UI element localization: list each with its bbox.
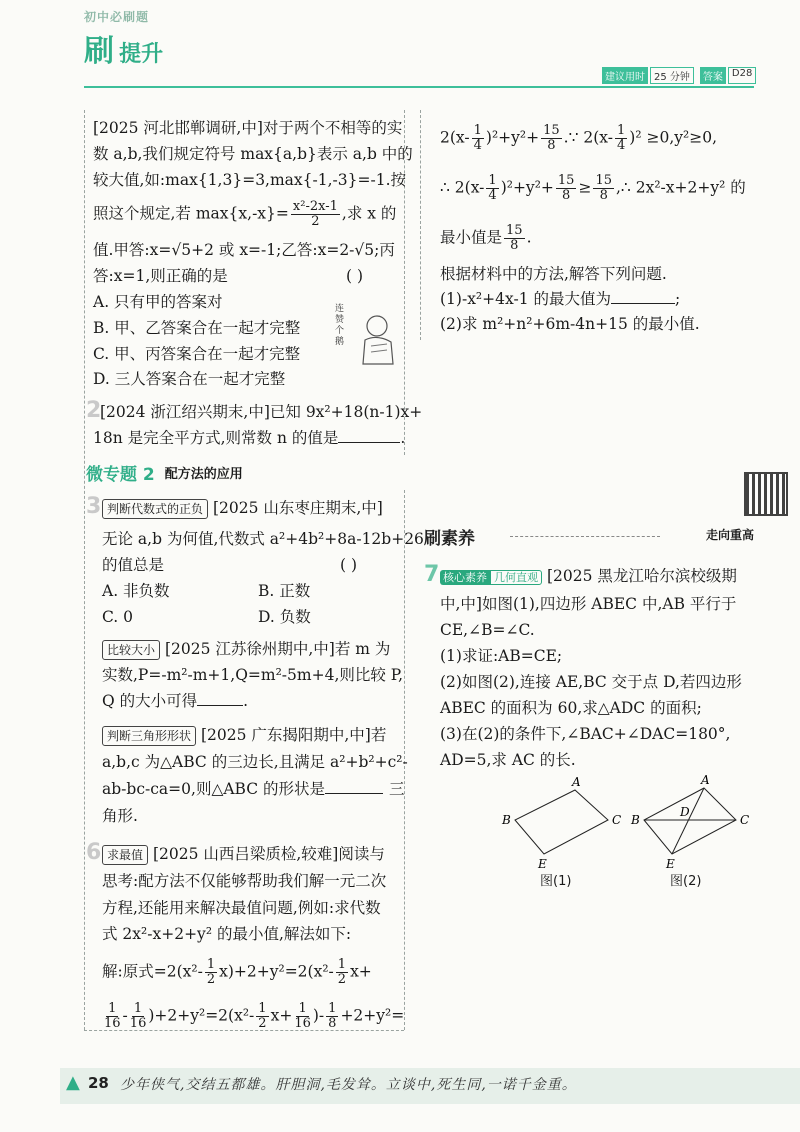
fig2-label-c: C: [740, 813, 750, 827]
q3-tag: 判断代数式的正负: [102, 499, 208, 519]
q6-line-4: 式 2x²-x+2+y² 的最小值,解法如下:: [102, 925, 352, 943]
fig2-label-e: E: [666, 857, 675, 871]
frac-num: 15: [506, 223, 523, 238]
brush-banner: [424, 524, 754, 549]
q6-tag: 求最值: [102, 845, 148, 865]
q4-line-1-text: [2025 江苏徐州期中,中]若 m 为: [164, 640, 391, 658]
frac-den: 4: [488, 188, 497, 203]
frac-den: 8: [328, 1016, 337, 1031]
frac-num: 1: [298, 1001, 307, 1016]
r-line-3: [440, 224, 532, 253]
frac-den: 8: [599, 188, 608, 203]
q6-s2-frac-5: [326, 1002, 338, 1031]
answer-label: 答案: [700, 67, 726, 84]
q6-s2-frac-4: [294, 1002, 311, 1031]
q5-blank[interactable]: [325, 779, 383, 794]
r-line-2: [440, 174, 746, 203]
q6-s1-frac-2: [336, 958, 348, 987]
q6-s1-b: x)+2+y²=2(x²-: [219, 962, 334, 981]
frac-num: 1: [258, 1001, 267, 1016]
frac-den: 16: [294, 1016, 311, 1031]
q1-option-c: C. 甲、丙答案合在一起才完整: [93, 345, 301, 363]
q5-line-4: 角形.: [102, 807, 138, 825]
r3-a: 最小值是: [440, 228, 503, 247]
fig1-quad: [515, 790, 608, 854]
q1-frac-num: x²-2x-1: [292, 199, 338, 214]
q1-line-6: 答:x=1,则正确的是: [93, 267, 228, 285]
q1-option-b: B. 甲、乙答案合在一起才完整: [93, 319, 301, 337]
q6-s2-frac-1: [104, 1002, 121, 1031]
frac-num: 1: [133, 1001, 143, 1016]
goose-icon: [335, 300, 405, 370]
time-label: 建议用时: [602, 67, 648, 84]
brush-rule: [510, 536, 660, 537]
r-line-5: [440, 287, 680, 311]
r2-b: )²+y²+: [500, 178, 554, 197]
logo: [84, 26, 163, 70]
frac-num: 15: [543, 123, 560, 138]
fig2-caption: 图(2): [670, 874, 702, 889]
sticker-text: 连赞个鹅: [335, 304, 345, 347]
q3-option-d: D. 负数: [258, 608, 311, 626]
fig2-label-d: D: [680, 805, 690, 819]
time-badge: [602, 67, 756, 84]
q7-line-3: CE,∠B=∠C.: [440, 621, 535, 639]
q2-line-2: [93, 426, 405, 450]
frac-num: 15: [557, 173, 575, 188]
q5-line-3-text: ab-bc-ca=0,则△ABC 的形状是: [102, 780, 326, 798]
q1-answer-paren: ( ): [346, 267, 364, 285]
q1-fraction: [291, 200, 340, 229]
frac-den: 8: [510, 238, 519, 253]
brush-title: 刷素养: [424, 529, 475, 549]
r1-frac-1: [472, 124, 484, 153]
fig2-quad: [644, 788, 736, 854]
logo-char: 刷: [84, 34, 114, 69]
fig1-label-c: C: [612, 813, 622, 827]
q5-line-3-end: 三: [389, 780, 405, 798]
q6-s2-b: x+: [270, 1006, 293, 1025]
r-line-1: [440, 124, 717, 153]
frac-den: 2: [258, 1016, 267, 1031]
r5-blank[interactable]: [611, 289, 675, 304]
frac-num: 1: [206, 957, 216, 972]
q4-line-3-text: Q 的大小可得: [102, 692, 198, 710]
q5-tag: 判断三角形形状: [102, 726, 196, 746]
fig2-label-b: B: [631, 813, 640, 827]
q1-line-2: 数 a,b,我们规定符号 max{a,b}表示 a,b 中的: [93, 145, 413, 163]
q7-tag-geo: 几何直观: [490, 570, 542, 585]
q6-solve-line-2: $\frac{1}{16}$ - $\frac{1}{16}$ )+2+y²=2(x²- $\frac{1}{2}$ x+ $\frac{1}{16}$ )- $\frac{1}{8}$ +2+y²=: [104, 1001, 405, 1031]
fig2-label-a: A: [701, 773, 710, 787]
q7-line-7: (3)在(2)的条件下,∠BAC+∠DAC=180°,: [440, 725, 731, 743]
q1-line-4-a: 照这个规定,若 max{x,-x}=: [93, 204, 289, 223]
frac-den: 8: [562, 188, 571, 203]
q6-solve-line-1: [102, 958, 372, 987]
q4-blank[interactable]: [197, 691, 243, 706]
r5-text: (1)-x²+4x-1 的最大值为: [440, 290, 611, 308]
q3-option-c: C. 0: [102, 608, 134, 626]
q7-line-2: 中,中]如图(1),四边形 ABEC 中,AB 平行于: [440, 595, 737, 613]
q1-option-a: A. 只有甲的答案对: [93, 293, 223, 311]
q1-frac-den: 2: [311, 214, 320, 229]
r1-d: )² ≥0,y²≥0,: [629, 128, 718, 147]
fig1-label-e: E: [538, 857, 547, 871]
q7-line-5: (2)如图(2),连接 AE,BC 交于点 D,若四边形: [440, 673, 742, 691]
q7-line-8: AD=5,求 AC 的长.: [440, 751, 576, 769]
frac-den: 4: [473, 138, 482, 153]
r1-a: 2(x-: [440, 128, 470, 147]
r1-c: .∵ 2(x-: [563, 128, 614, 147]
r2-a: ∴ 2(x-: [440, 178, 485, 197]
r1-frac-3: [615, 124, 627, 153]
footer-logo-icon: ▲: [66, 1072, 80, 1093]
q2-line-2-end: .: [400, 429, 406, 447]
q4-line-1: [102, 637, 390, 661]
q6-s2-frac-2: [130, 1002, 147, 1031]
q7-line-1-text: [2025 黑龙江哈尔滨校级期: [546, 567, 737, 585]
q7-line-1: [440, 564, 737, 590]
q2-number: 2: [86, 398, 102, 423]
q6-line-3: 方程,还能用来解决最值问题,例如:求代数: [102, 899, 381, 917]
r5-end: ;: [675, 290, 681, 308]
q6-line-2: 思考:配方法不仅能够帮助我们解一元二次: [102, 872, 387, 890]
frac-den: 16: [104, 1016, 121, 1031]
q3-number: 3: [86, 494, 102, 519]
section-subtitle: 配方法的应用: [164, 467, 243, 482]
q6-s2-frac-3: [256, 1002, 268, 1031]
q1-option-d: D. 三人答案合在一起才完整: [93, 370, 286, 388]
brush-right: 走向重高: [705, 528, 754, 542]
r2-frac-2: [556, 174, 577, 203]
q4-line-3-end: .: [243, 692, 249, 710]
q5-line-2: a,b,c 为△ABC 的三边长,且满足 a²+b²+c²-: [102, 753, 408, 771]
answer-page: D28: [728, 67, 756, 84]
q4-line-3: [102, 689, 248, 713]
r3-b: .: [526, 228, 532, 247]
q3-line-3: 的值总是: [102, 556, 165, 574]
q5-line-1-text: [2025 广东揭阳期中,中]若: [200, 726, 387, 744]
frac-num: 1: [337, 957, 347, 972]
frac-den: 2: [337, 972, 347, 987]
q4-tag: 比较大小: [102, 640, 160, 660]
frac-num: 1: [328, 1001, 337, 1016]
frac-den: 16: [129, 1016, 147, 1031]
goose-sticker: [335, 300, 405, 370]
frac-num: 1: [473, 123, 482, 138]
series-label: 初中必刷题: [84, 10, 150, 24]
r3-frac: [504, 224, 525, 253]
r2-d: ,∴ 2x²-x+2+y² 的: [616, 178, 746, 197]
footer-motto: 少年侠气,交结五都雄。肝胆洞,毛发耸。立谈中,死生同,一诺千金重。: [120, 1077, 577, 1093]
q5-line-1: [102, 723, 386, 747]
figure-1: [500, 772, 640, 871]
q3-line-2: 无论 a,b 为何值,代数式 a²+4b²+8a-12b+26: [102, 530, 424, 548]
q7-tag-core: 核心素养: [440, 570, 490, 585]
frac-num: 1: [488, 173, 497, 188]
q5-line-3: [102, 777, 405, 801]
q3-line-1: [102, 496, 383, 520]
r2-c: ≥: [578, 178, 592, 197]
q6-line-1-text: [2025 山西吕梁质检,较难]阅读与: [152, 845, 385, 863]
section-title: 微专题 2: [86, 465, 155, 485]
q7-line-6: ABEC 的面积为 60,求△ADC 的面积;: [440, 699, 702, 717]
frac-num: 1: [617, 123, 626, 138]
q1-line-5: 值.甲答:x=√5+2 或 x=-1;乙答:x=2-√5;丙: [93, 241, 395, 259]
q6-s1-a: 解:原式=2(x²-: [102, 962, 203, 981]
q6-line-1: [102, 842, 385, 866]
r2-frac-3: [593, 174, 614, 203]
q1-line-4: [93, 200, 396, 229]
q6-s2-d: +2+y²=: [340, 1006, 405, 1025]
q2-line-2-text: 18n 是完全平方式,则常数 n 的值是: [93, 429, 339, 447]
q3-option-a: A. 非负数: [102, 582, 170, 600]
time-value: 25 分钟: [650, 67, 694, 84]
left-column-guide: [84, 110, 85, 1030]
section-header: [86, 460, 243, 485]
frac-den: 2: [206, 972, 216, 987]
r-line-4: 根据材料中的方法,解答下列问题.: [440, 265, 667, 283]
fig1-label-a: A: [572, 775, 581, 789]
r-line-6: (2)求 m²+n²+6m-4n+15 的最小值.: [440, 315, 700, 333]
r1-frac-2: [541, 124, 562, 153]
frac-den: 8: [547, 138, 556, 153]
q6-s2-c: )-: [312, 1006, 325, 1025]
q6-s1-frac-1: [205, 958, 217, 987]
q1-line-4-b: ,求 x 的: [341, 204, 397, 223]
q1-line-3: 较大值,如:max{1,3}=3,max{-1,-3}=-1.按: [93, 171, 407, 189]
page-number: 28: [88, 1074, 109, 1092]
q6-s2-a: )+2+y²=2(x²-: [148, 1006, 255, 1025]
q4-line-2: 实数,P=-m²-m+1,Q=m²-5m+4,则比较 P,: [102, 666, 404, 684]
q7-line-4: (1)求证:AB=CE;: [440, 647, 563, 665]
fig1-label-b: B: [502, 813, 511, 827]
r2-frac-1: [486, 174, 498, 203]
q3-line-1-text: [2025 山东枣庄期末,中]: [212, 499, 383, 517]
q3-answer-paren: ( ): [340, 556, 358, 574]
q3-option-b: B. 正数: [258, 582, 311, 600]
r1-b: )²+y²+: [485, 128, 540, 147]
figure-2: [628, 772, 758, 871]
right-col-guide: [420, 110, 421, 340]
q6-number: 6: [86, 840, 102, 865]
fig1-caption: 图(1): [540, 874, 572, 889]
q6-s1-c: x+: [350, 962, 372, 981]
q2-line-1: [2024 浙江绍兴期末,中]已知 9x²+18(n-1)x+: [100, 403, 423, 421]
frac-num: 1: [108, 1001, 117, 1016]
logo-word: 提升: [119, 42, 164, 67]
q7-number: 7: [424, 562, 440, 587]
q2-blank[interactable]: [338, 428, 400, 443]
frac-den: 4: [617, 138, 626, 153]
q1-line-1: [2025 河北邯郸调研,中]对于两个不相等的实: [93, 119, 403, 137]
fig2-diag-ae: [672, 788, 704, 854]
qr-code[interactable]: [744, 472, 788, 516]
header-rule: [84, 86, 754, 88]
frac-num: 15: [595, 173, 612, 188]
